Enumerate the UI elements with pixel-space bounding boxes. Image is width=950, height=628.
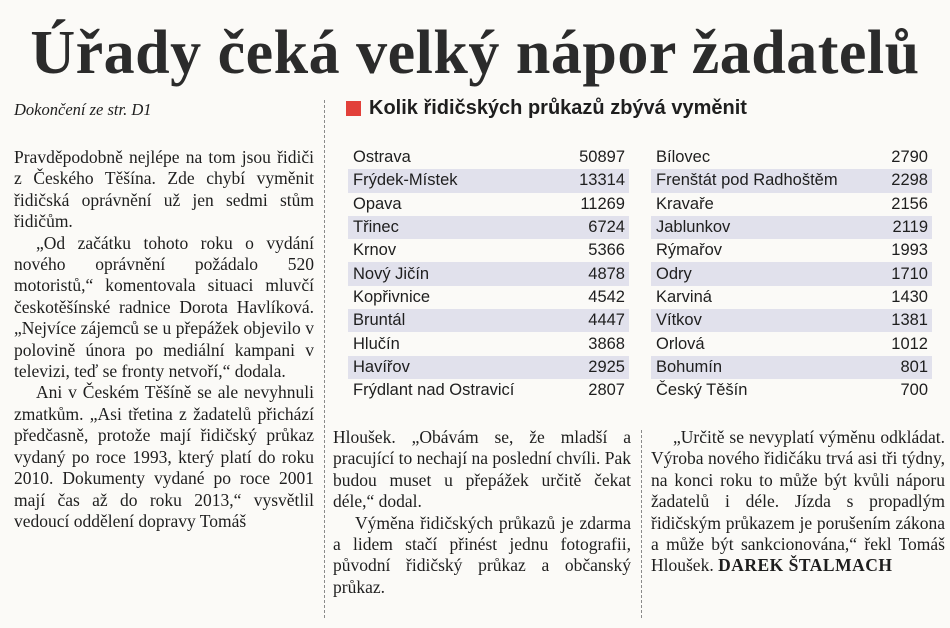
- license-count: 1430: [891, 287, 928, 306]
- table-row: [348, 262, 629, 285]
- table-row: [651, 216, 932, 239]
- table-row: [651, 286, 932, 309]
- red-square-icon: [346, 101, 361, 116]
- city-name: Opava: [353, 194, 402, 213]
- city-name: Havířov: [353, 357, 410, 376]
- table-row: [651, 262, 932, 285]
- table-row: [348, 239, 629, 262]
- city-name: Bílovec: [656, 148, 711, 167]
- table-row: [348, 286, 629, 309]
- city-name: Hlučín: [353, 334, 400, 353]
- city-table-right: [651, 146, 932, 402]
- table-row: [651, 239, 932, 262]
- paragraph: Pravděpodobně nejlépe na tom jsou řidiči z Českého Těšína. Zde chybí vyměnit řidičská oprávnění už jen sedmi stům řidičům.: [14, 147, 314, 232]
- license-count: 801: [900, 357, 928, 376]
- city-name: Vítkov: [656, 311, 702, 330]
- city-name: Odry: [656, 264, 692, 283]
- table-row: [651, 193, 932, 216]
- city-name: Orlová: [656, 334, 705, 353]
- table-row: [651, 332, 932, 355]
- table-row: [651, 379, 932, 402]
- city-name: Frýdek-Místek: [353, 171, 458, 190]
- license-count: 2807: [588, 381, 625, 400]
- table-box-title: [346, 97, 747, 120]
- paragraph: Hloušek. „Obávám se, že mladší a pracující to nechají na poslední chvíli. Pak budou muset u přepážek určitě čekat déle,“ dodal.: [333, 427, 631, 512]
- license-count: 3868: [588, 334, 625, 353]
- table-box-title-text: Kolik řidičských průkazů zbývá vyměnit: [369, 97, 747, 119]
- city-name: Krnov: [353, 241, 397, 260]
- license-count: 1710: [891, 264, 928, 283]
- left-column: [14, 147, 314, 532]
- license-count: 6724: [588, 218, 625, 237]
- table-row: [348, 146, 629, 169]
- license-count: 13314: [579, 171, 625, 190]
- city-name: Frýdlant nad Ostravicí: [353, 381, 515, 400]
- table-row: [348, 332, 629, 355]
- city-name: Kravaře: [656, 194, 714, 213]
- license-count: 2925: [588, 357, 625, 376]
- column-divider: [641, 430, 642, 618]
- headline: Úřady čeká velký nápor žadatelů: [30, 19, 920, 87]
- table-row: [651, 309, 932, 332]
- author-byline: DAREK ŠTALMACH: [718, 555, 893, 576]
- license-count: 50897: [579, 148, 625, 167]
- paragraph: „Od začátku tohoto roku o vydání nového oprávnění požádalo 520 motoristů,“ komentovala situaci mluvčí českotěšínské radnice Dorota Havlíková. „Nejvíce zájemců se u přepážek objevilo v polovině února po mediální kampani v televizi, teď se fronty netvoří,“ dodala.: [14, 232, 314, 382]
- paragraph: [651, 427, 945, 577]
- city-name: Bohumín: [656, 357, 723, 376]
- license-count: 2119: [892, 218, 928, 237]
- column-divider: [324, 100, 325, 618]
- middle-column: [333, 427, 631, 598]
- license-count: 4878: [588, 264, 625, 283]
- city-name: Bruntál: [353, 311, 406, 330]
- right-column: [651, 427, 945, 577]
- city-name: Karviná: [656, 287, 712, 306]
- table-row: [651, 356, 932, 379]
- license-count: 700: [900, 381, 928, 400]
- city-name: Český Těšín: [656, 381, 748, 400]
- city-name: Třinec: [353, 218, 399, 237]
- license-count: 4542: [588, 287, 625, 306]
- city-name: Ostrava: [353, 148, 411, 167]
- city-name: Kopřivnice: [353, 287, 431, 306]
- license-count: 5366: [588, 241, 625, 260]
- paragraph-text: „Určitě se nevyplatí výměnu odkládat. Výroba nového řidičáku trvá asi tři týdny, na konci roku to může být kvůli náporu žadatelů i déle. Jízda s propadlým řidičským průkazem je porušením zákona a může být sankcionována,“ řekl Tomáš Hloušek.: [651, 427, 945, 576]
- license-count: 2156: [891, 194, 928, 213]
- city-table-left: [348, 146, 629, 402]
- license-count: 1993: [891, 241, 928, 260]
- city-name: Rýmařov: [656, 241, 723, 260]
- table-row: [348, 356, 629, 379]
- table-row: [348, 309, 629, 332]
- license-count: 4447: [588, 311, 625, 330]
- license-count: 11269: [580, 194, 625, 213]
- license-count: 2298: [891, 171, 928, 190]
- license-count: 1381: [891, 311, 928, 330]
- table-row: [348, 216, 629, 239]
- license-count: 1012: [891, 334, 928, 353]
- city-name: Nový Jičín: [353, 264, 430, 283]
- table-row: [348, 379, 629, 402]
- paragraph: Výměna řidičských průkazů je zdarma a lidem stačí přinést jednu fotografii, původní řidičský průkaz a občanský průkaz.: [333, 512, 631, 597]
- table-row: [651, 169, 932, 192]
- city-name: Jablunkov: [656, 218, 731, 237]
- table-row: [651, 146, 932, 169]
- paragraph: Ani v Českém Těšíně se ale nevyhnuli zmatkům. „Asi třetina z žadatelů přichází předčasně, protože mají řidičský průkaz vydaný po roce 1993, který platí do roku 2010. Dokumenty vydané po roce 2001 mají čas až do roku 2013,“ vysvětlil vedoucí oddělení dopravy Tomáš: [14, 382, 314, 531]
- license-count: 2790: [891, 148, 928, 167]
- table-row: [348, 193, 629, 216]
- continued-note: Dokončení ze str. D1: [14, 100, 152, 119]
- city-name: Frenštát pod Radhoštěm: [656, 171, 838, 190]
- table-row: [348, 169, 629, 192]
